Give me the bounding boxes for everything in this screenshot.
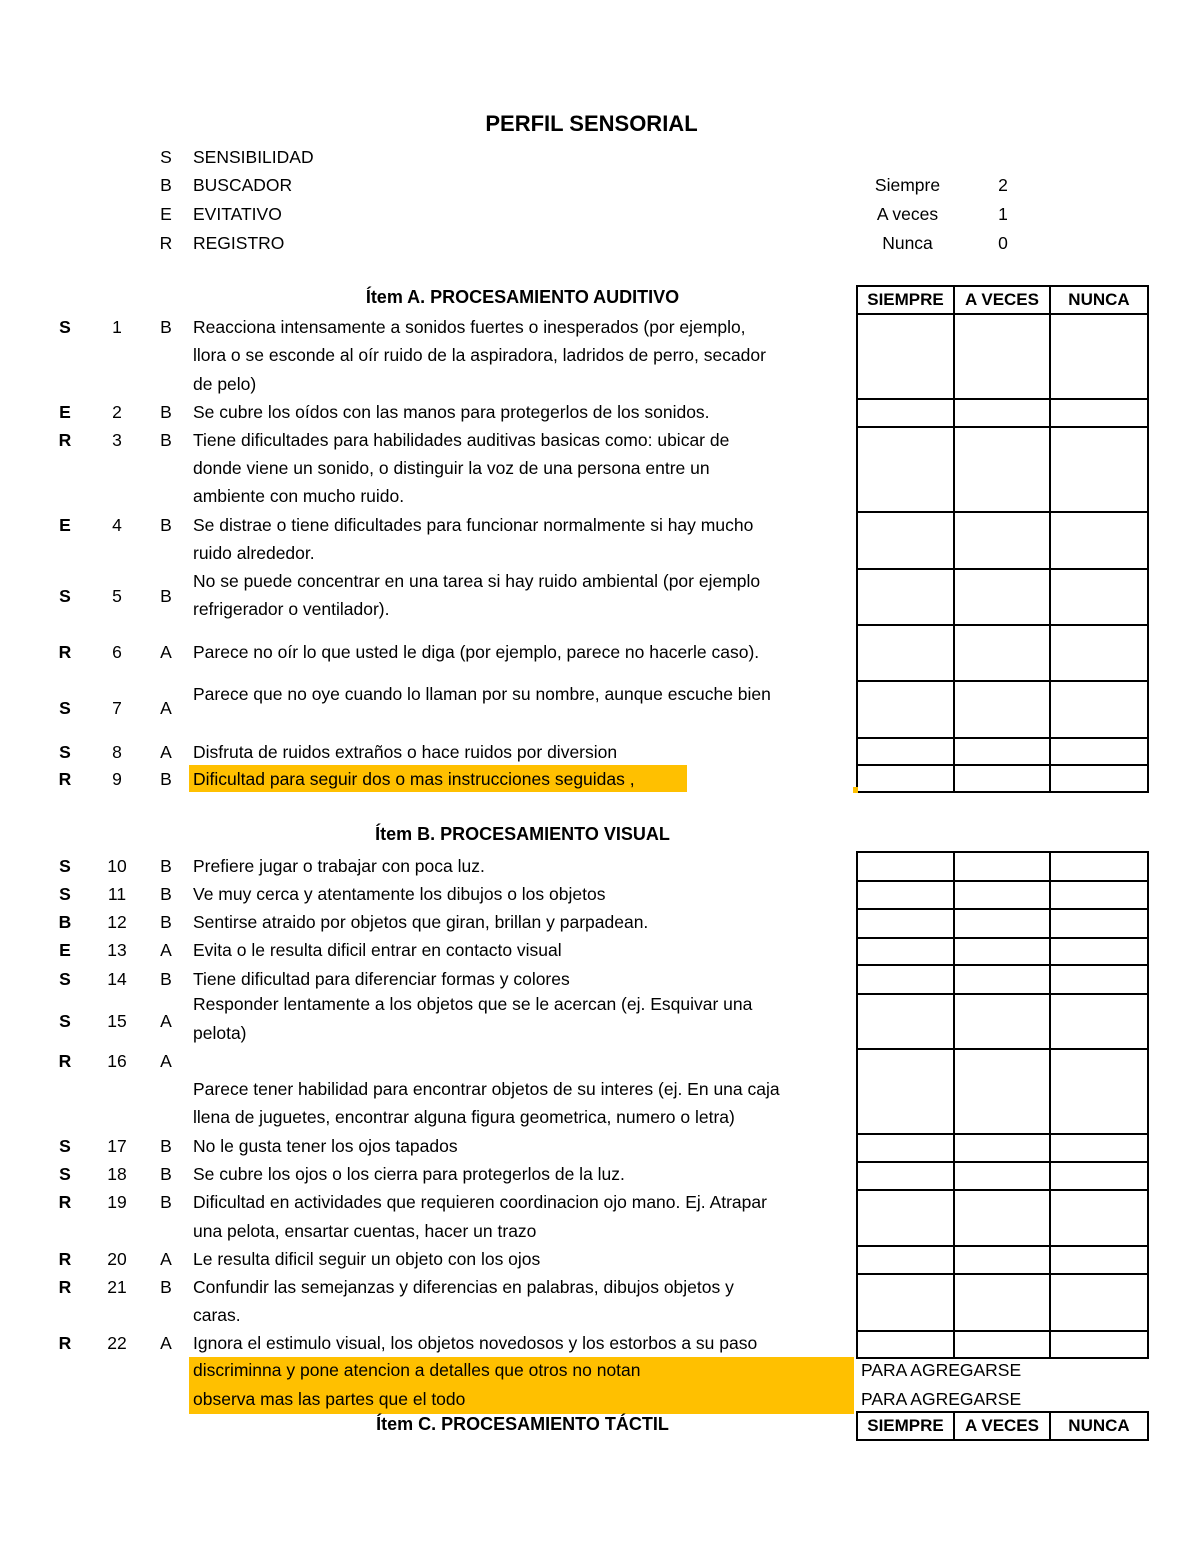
item-type: R <box>58 769 72 789</box>
item-group: A <box>160 1051 172 1071</box>
section-c-title: Ítem C. PROCESAMIENTO TÁCTIL <box>376 1414 669 1434</box>
item-text: ruido alrededor. <box>193 543 315 563</box>
item-text: Se distrae o tiene dificultades para funcionar normalmente si hay mucho <box>193 515 754 535</box>
item-number: 5 <box>112 586 122 606</box>
item-type: S <box>59 969 71 989</box>
item-number: 13 <box>107 940 127 960</box>
item-text: llora o se esconde al oír ruido de la aspiradora, ladridos de perro, secador <box>193 345 766 365</box>
header-siempre: SIEMPRE <box>867 290 944 309</box>
item-type: S <box>59 317 71 337</box>
item-group: A <box>160 642 172 662</box>
scale-value: 1 <box>998 204 1008 224</box>
item-number: 10 <box>107 856 127 876</box>
item-group: A <box>160 742 172 762</box>
item-group: A <box>160 698 172 718</box>
legend-label: SENSIBILIDAD <box>193 147 314 167</box>
scale-label: A veces <box>876 204 939 224</box>
item-text: Confundir las semejanzas y diferencias en palabras, dibujos objetos y <box>193 1277 734 1297</box>
item-text: Ve muy cerca y atentamente los dibujos o los objetos <box>193 884 606 904</box>
item-type: R <box>58 642 72 662</box>
item-number: 20 <box>107 1249 127 1269</box>
header-a-veces: A VECES <box>964 1416 1039 1435</box>
proposed-item-text: observa mas las partes que el todo <box>193 1389 466 1409</box>
item-number: 7 <box>112 698 122 718</box>
legend-code: E <box>160 204 172 224</box>
item-text: Responder lentamente a los objetos que se le acercan (ej. Esquivar una <box>193 994 753 1014</box>
header-nunca: NUNCA <box>1068 1416 1130 1435</box>
item-type: R <box>58 1249 72 1269</box>
legend-code: R <box>159 233 173 253</box>
header-siempre: SIEMPRE <box>867 1416 944 1435</box>
item-group: B <box>160 912 172 932</box>
item-text: No le gusta tener los ojos tapados <box>193 1136 458 1156</box>
item-type: S <box>59 586 71 606</box>
response-grid-a <box>856 285 1149 793</box>
item-group: B <box>160 430 172 450</box>
item-number: 8 <box>112 742 122 762</box>
item-group: B <box>160 884 172 904</box>
item-group: A <box>160 1249 172 1269</box>
item-group: B <box>160 1277 172 1297</box>
item-text: Se cubre los ojos o los cierra para protegerlos de la luz. <box>193 1164 625 1184</box>
item-text: Dificultad para seguir dos o mas instrucciones seguidas , <box>193 769 635 789</box>
legend-code: B <box>160 175 172 195</box>
item-group: B <box>160 856 172 876</box>
section-a-title: Ítem A. PROCESAMIENTO AUDITIVO <box>365 287 680 307</box>
item-text: Parece no oír lo que usted le diga (por ejemplo, parece no hacerle caso). <box>193 642 760 662</box>
item-text: Reacciona intensamente a sonidos fuertes o inesperados (por ejemplo, <box>193 317 746 337</box>
item-number: 2 <box>112 402 122 422</box>
item-number: 14 <box>107 969 127 989</box>
legend-label: EVITATIVO <box>193 204 282 224</box>
item-text: llena de juguetes, encontrar alguna figura geometrica, numero o letra) <box>193 1107 735 1127</box>
item-text: pelota) <box>193 1023 247 1043</box>
proposed-item-text: discriminna y pone atencion a detalles que otros no notan <box>193 1360 641 1380</box>
item-text: refrigerador o ventilador). <box>193 599 390 619</box>
item-text: Le resulta dificil seguir un objeto con los ojos <box>193 1249 541 1269</box>
item-type: R <box>58 1277 72 1297</box>
item-text: donde viene un sonido, o distinguir la voz de una persona entre un <box>193 458 710 478</box>
item-type: S <box>59 1164 71 1184</box>
highlight-mark <box>853 787 858 793</box>
item-number: 22 <box>107 1333 127 1353</box>
header-nunca: NUNCA <box>1068 290 1130 309</box>
item-text: una pelota, ensartar cuentas, hacer un trazo <box>193 1221 537 1241</box>
item-number: 3 <box>112 430 122 450</box>
item-group: B <box>160 969 172 989</box>
legend-code: S <box>160 147 172 167</box>
item-type: S <box>59 742 71 762</box>
legend-label: BUSCADOR <box>193 175 293 195</box>
item-type: S <box>59 698 71 718</box>
item-text: Prefiere jugar o trabajar con poca luz. <box>193 856 485 876</box>
item-group: B <box>160 769 172 789</box>
item-number: 19 <box>107 1192 127 1212</box>
section-b-title: Ítem B. PROCESAMIENTO VISUAL <box>375 824 670 844</box>
item-number: 12 <box>107 912 127 932</box>
item-number: 21 <box>107 1277 127 1297</box>
item-group: B <box>160 1192 172 1212</box>
item-type: S <box>59 884 71 904</box>
item-number: 4 <box>112 515 122 535</box>
item-number: 18 <box>107 1164 127 1184</box>
item-text: ambiente con mucho ruido. <box>193 486 405 506</box>
item-type: E <box>59 515 71 535</box>
item-group: B <box>160 317 172 337</box>
item-number: 15 <box>107 1011 127 1031</box>
item-type: S <box>59 1136 71 1156</box>
response-grid-c-header <box>856 1411 1149 1441</box>
item-type: R <box>58 1333 72 1353</box>
item-text: Ignora el estimulo visual, los objetos novedosos y los estorbos a su paso <box>193 1333 758 1353</box>
header-a-veces: A VECES <box>964 290 1039 309</box>
item-text: Evita o le resulta dificil entrar en contacto visual <box>193 940 562 960</box>
item-text: Parece que no oye cuando lo llaman por su nombre, aunque escuche bien <box>193 684 771 704</box>
item-type: E <box>59 940 71 960</box>
item-text: No se puede concentrar en una tarea si hay ruido ambiental (por ejemplo <box>193 571 761 591</box>
item-type: E <box>59 402 71 422</box>
item-group: B <box>160 1136 172 1156</box>
item-group: B <box>160 586 172 606</box>
response-grid-b <box>856 851 1149 1359</box>
item-type: R <box>58 1051 72 1071</box>
item-type: R <box>58 430 72 450</box>
item-group: B <box>160 402 172 422</box>
item-type: S <box>59 1011 71 1031</box>
item-text: Parece tener habilidad para encontrar objetos de su interes (ej. En una caja <box>193 1079 780 1099</box>
item-text: Tiene dificultades para habilidades auditivas basicas como: ubicar de <box>193 430 730 450</box>
item-group: B <box>160 1164 172 1184</box>
item-type: R <box>58 1192 72 1212</box>
scale-value: 2 <box>998 175 1008 195</box>
item-text: Dificultad en actividades que requieren coordinacion ojo mano. Ej. Atrapar <box>193 1192 767 1212</box>
item-group: B <box>160 515 172 535</box>
item-text: Sentirse atraido por objetos que giran, brillan y parpadean. <box>193 912 649 932</box>
scale-label: Nunca <box>882 233 933 253</box>
proposed-item-note: PARA AGREGARSE <box>861 1389 1022 1409</box>
item-text: caras. <box>193 1305 241 1325</box>
scale-label: Siempre <box>874 175 941 195</box>
item-text: Tiene dificultad para diferenciar formas y colores <box>193 969 570 989</box>
item-group: A <box>160 1333 172 1353</box>
proposed-item-note: PARA AGREGARSE <box>861 1360 1022 1380</box>
page-title: PERFIL SENSORIAL <box>485 111 698 136</box>
item-number: 16 <box>107 1051 127 1071</box>
item-group: A <box>160 940 172 960</box>
item-number: 6 <box>112 642 122 662</box>
item-group: A <box>160 1011 172 1031</box>
scale-value: 0 <box>998 233 1008 253</box>
item-number: 17 <box>107 1136 127 1156</box>
item-type: S <box>59 856 71 876</box>
item-text: de pelo) <box>193 374 257 394</box>
item-number: 11 <box>107 884 127 904</box>
item-number: 1 <box>112 317 122 337</box>
item-text: Se cubre los oídos con las manos para protegerlos de los sonidos. <box>193 402 710 422</box>
legend-label: REGISTRO <box>193 233 285 253</box>
item-number: 9 <box>112 769 122 789</box>
item-type: B <box>58 912 72 932</box>
item-text: Disfruta de ruidos extraños o hace ruidos por diversion <box>193 742 618 762</box>
